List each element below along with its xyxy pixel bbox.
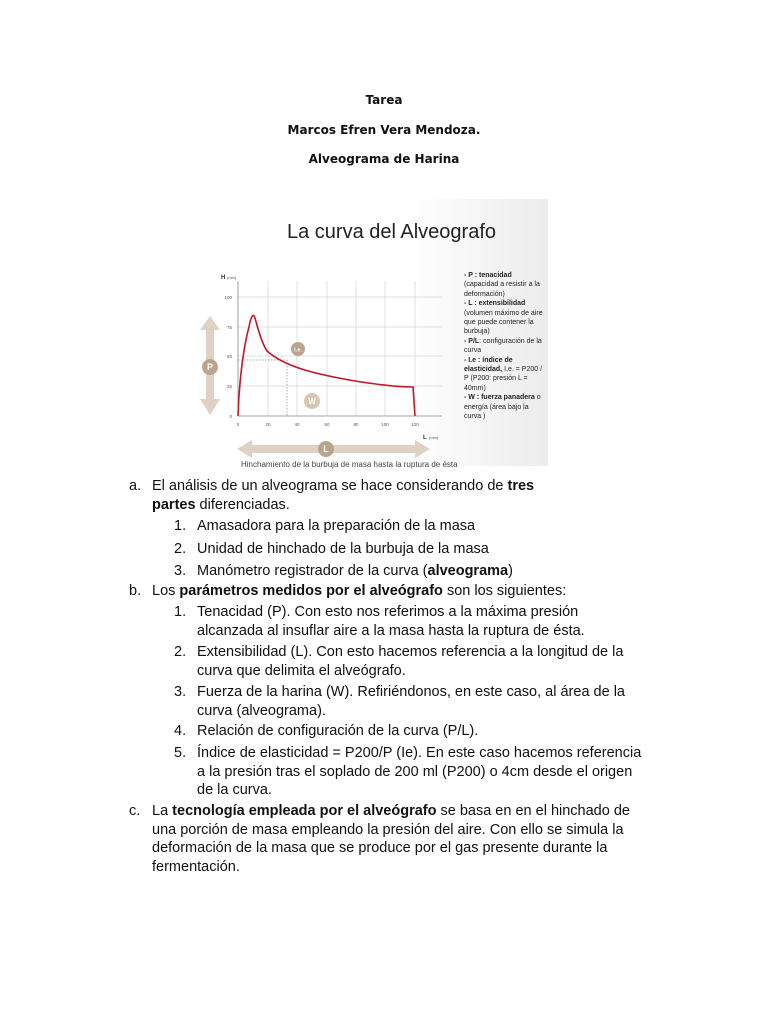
x-tick: 60 — [324, 422, 330, 427]
sub-list-number: 2. — [174, 644, 187, 660]
sub-list-number: 4. — [174, 723, 187, 739]
legend-item: - I.e : índice de elasticidad, I.e. = P200 / P (P200: presión L = 40mm) — [464, 356, 543, 392]
sub-list-number: 1. — [174, 604, 187, 620]
x-axis-label: L — [423, 435, 427, 441]
doc-title: Tarea — [365, 93, 403, 107]
sub-list-text: Amasadora para la preparación de la masa — [197, 518, 476, 534]
list-text: una porción de masa empleando la presión del aire. Con ello se simula la — [152, 822, 624, 838]
y-tick: 25 — [226, 384, 232, 389]
y-axis-unit: (mm) — [227, 275, 237, 280]
legend-item: - W : fuerza panadera o energía (área bajo la curva ) — [464, 394, 541, 421]
sub-list-text: Unidad de hinchado de la burbuja de la masa — [197, 541, 489, 557]
y-tick: 0 — [229, 414, 232, 419]
alveogram-curve — [238, 315, 415, 416]
list-marker: b. — [129, 583, 142, 599]
sub-list-number: 3. — [174, 684, 187, 700]
alveograph-figure — [206, 199, 548, 469]
legend-item: - P : tenacidad (capacidad a resistir a la deformación) — [464, 272, 540, 298]
figure-cut-caption: Hinchamiento de la burbuja de masa hasta la ruptura de ésta — [241, 460, 458, 469]
sub-list-text: Tenacidad (P). Con esto nos referimos a la máxima presión — [197, 604, 579, 620]
author-name: Marcos Efren Vera Mendoza. — [287, 123, 481, 137]
legend-item: - L : extensibilidad (volumen máximo de aire que puede contener la burbuja) — [464, 300, 543, 336]
figure-legend — [464, 271, 546, 422]
x-tick: 20 — [265, 422, 271, 427]
doc-subject: Alveograma de Harina — [308, 152, 460, 166]
list-text: La tecnología empleada por el alveógrafo se basa en en el hinchado de — [152, 803, 630, 819]
x-axis-unit: (mm) — [429, 435, 439, 440]
x-tick: 80 — [353, 422, 359, 427]
list-text: fermentación. — [152, 859, 240, 875]
list-text: Los parámetros medidos por el alveógrafo son los siguientes: — [152, 583, 567, 599]
sub-list-text: Manómetro registrador de la curva (alveograma) — [197, 563, 513, 579]
list-marker: a. — [129, 478, 142, 494]
sub-list-text: de la curva. — [197, 782, 272, 798]
sub-list-number: 1. — [174, 518, 187, 534]
sub-list-text: curva (alveograma). — [197, 703, 326, 719]
sub-list-number: 2. — [174, 541, 187, 557]
x-tick: 100 — [381, 422, 389, 427]
sub-list-number: 5. — [174, 745, 187, 761]
sub-list-text: a la presión tras el soplado de 200 ml (P200) o 4cm desde el origen — [197, 764, 633, 780]
list-marker: c. — [129, 803, 141, 819]
sub-list-text: Fuerza de la harina (W). Refiriéndonos, en este caso, al área de la — [197, 684, 625, 700]
x-tick: 40 — [294, 422, 300, 427]
sub-list-text: curva que delimita el alveógrafo. — [197, 663, 406, 679]
list-text: partes diferenciadas. — [152, 497, 290, 513]
y-axis-label: H — [221, 275, 226, 281]
list-text: deformación de la masa que se produce por el gas presente durante la — [152, 840, 608, 856]
p-badge-label: P — [206, 362, 214, 372]
y-tick: 100 — [224, 295, 232, 300]
legend-item: - P/L: configuración de la curva — [464, 337, 542, 355]
x-tick: 120 — [411, 422, 419, 427]
x-tick: 0 — [236, 422, 240, 427]
y-tick: 50 — [226, 354, 232, 359]
ie-badge-label: I.e. — [294, 347, 302, 354]
list-text: El análisis de un alveograma se hace considerando de tres — [152, 478, 535, 494]
sub-list-text: Relación de configuración de la curva (P/L). — [197, 723, 479, 739]
w-badge-label: W — [308, 397, 316, 406]
y-tick: 75 — [226, 325, 232, 330]
sub-list-number: 3. — [174, 563, 187, 579]
sub-list-text: Índice de elasticidad = P200/P (Ie). En este caso hacemos referencia — [197, 745, 642, 761]
sub-list-text: alcanzada al insuflar aire a la masa hasta la ruptura de ésta. — [197, 623, 585, 639]
figure-title: La curva del Alveografo — [286, 221, 497, 243]
grid — [238, 281, 442, 416]
l-badge-label: L — [323, 444, 329, 454]
sub-list-text: Extensibilidad (L). Con esto hacemos referencia a la longitud de la — [197, 644, 624, 660]
